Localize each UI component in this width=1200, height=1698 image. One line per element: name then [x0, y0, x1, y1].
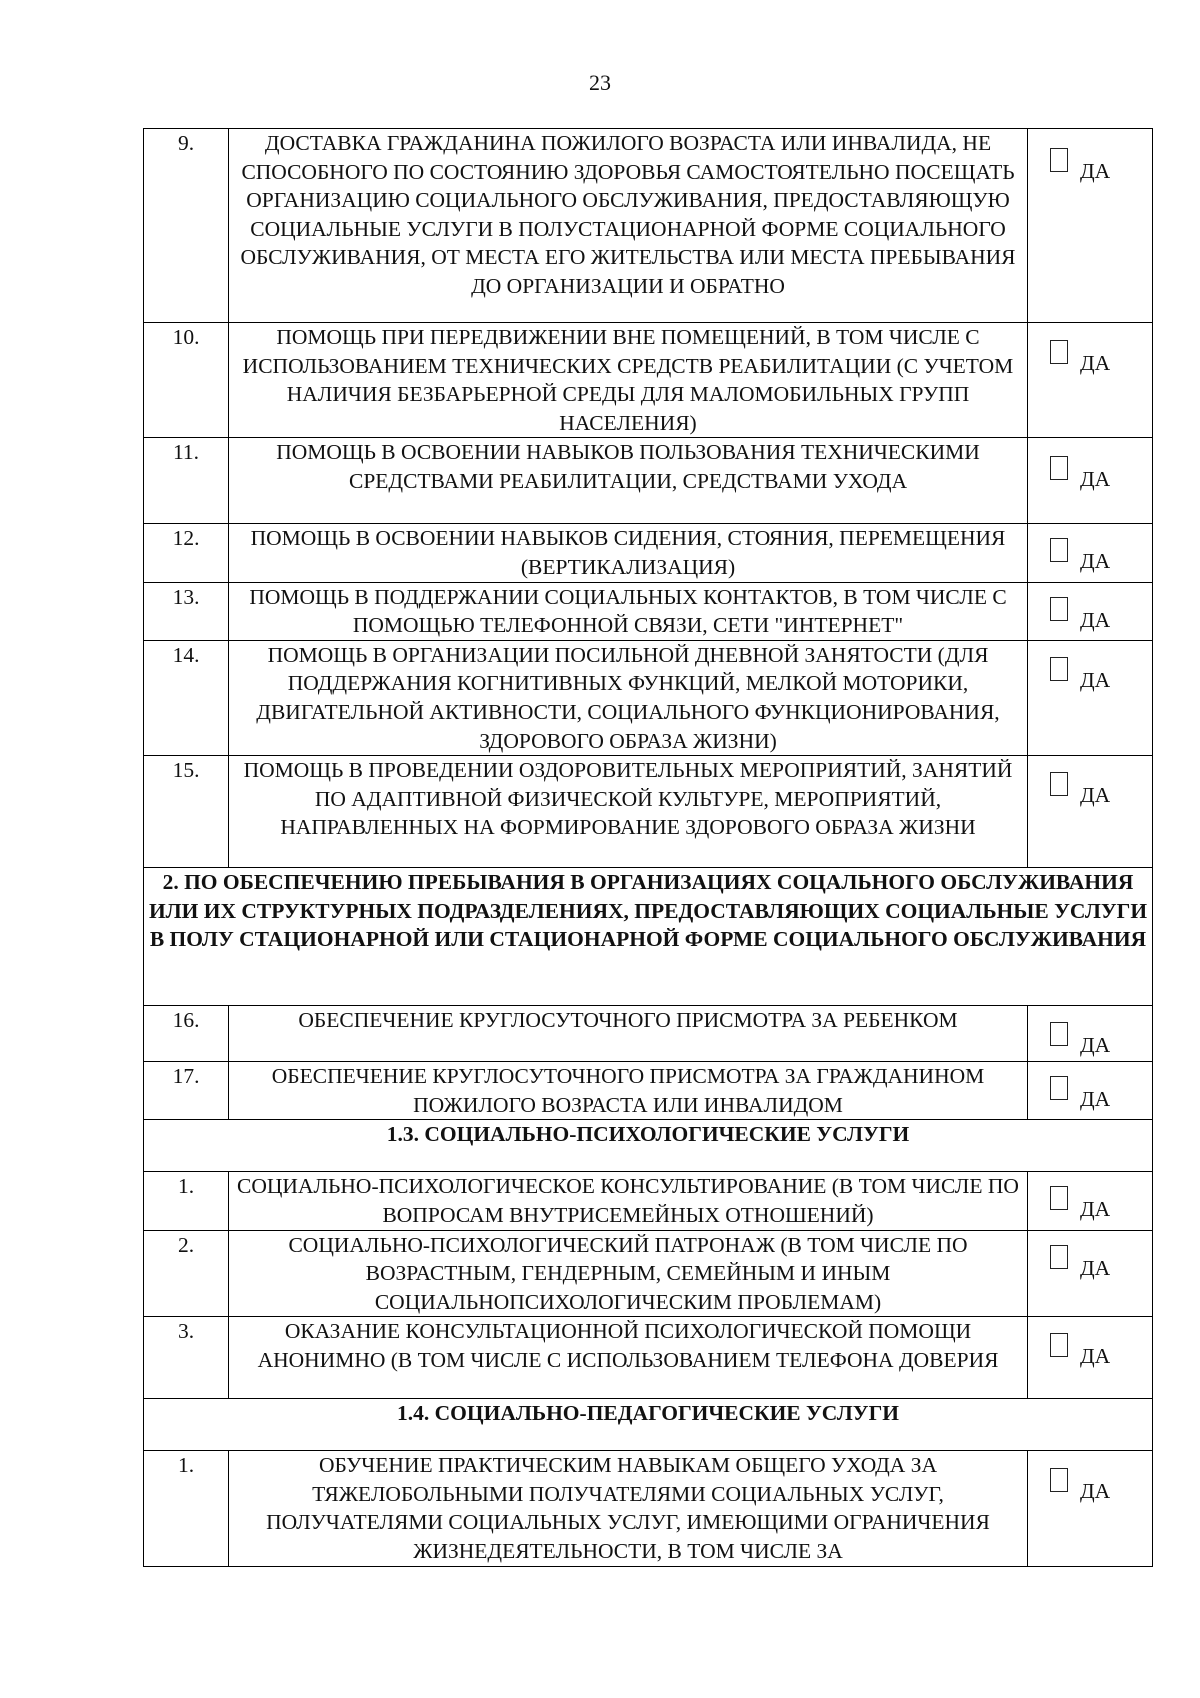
yes-label: ДА: [1080, 159, 1111, 183]
yes-option-cell: [1028, 1062, 1153, 1120]
yes-checkbox[interactable]: [1050, 148, 1068, 172]
yes-option-cell: [1028, 129, 1153, 323]
service-description: СОЦИАЛЬНО-ПСИХОЛОГИЧЕСКОЕ КОНСУЛЬТИРОВАНИЕ (В ТОМ ЧИСЛЕ ПО ВОПРОСАМ ВНУТРИСЕМЕЙНЫХ ОТНОШЕНИЙ): [229, 1172, 1028, 1230]
yes-label: ДА: [1080, 1479, 1111, 1504]
row-number: 1.: [144, 1172, 229, 1230]
yes-label: ДА: [1080, 467, 1111, 492]
yes-label: ДА: [1080, 351, 1111, 375]
services-table: [143, 128, 1153, 1567]
section-header-row: [144, 1120, 1153, 1172]
yes-label: ДА: [1080, 783, 1111, 808]
service-description: ПОМОЩЬ ПРИ ПЕРЕДВИЖЕНИИ ВНЕ ПОМЕЩЕНИЙ, В ТОМ ЧИСЛЕ С ИСПОЛЬЗОВАНИЕМ ТЕХНИЧЕСКИХ СРЕДСТВ РЕАБИЛИТАЦИИ (С УЧЕТОМ НАЛИЧИЯ БЕЗБАРЬЕРНОЙ СРЕДЫ ДЛЯ МАЛОМОБИЛЬНЫХ ГРУПП НАСЕЛЕНИЯ): [229, 323, 1028, 438]
yes-label: ДА: [1080, 607, 1111, 632]
yes-checkbox[interactable]: [1050, 772, 1068, 796]
yes-label: ДА: [1080, 1087, 1111, 1112]
row-number: 9.: [144, 129, 229, 323]
service-row: [144, 1172, 1153, 1230]
services-table-body: [144, 129, 1153, 1567]
service-row: [144, 1062, 1153, 1120]
service-description: ОКАЗАНИЕ КОНСУЛЬТАЦИОННОЙ ПСИХОЛОГИЧЕСКОЙ ПОМОЩИ АНОНИМНО (В ТОМ ЧИСЛЕ С ИСПОЛЬЗОВАНИЕМ ТЕЛЕФОНА ДОВЕРИЯ: [229, 1317, 1028, 1399]
yes-option-cell: [1028, 1172, 1153, 1230]
section-header: 1.3. СОЦИАЛЬНО-ПСИХОЛОГИЧЕСКИЕ УСЛУГИ: [144, 1120, 1153, 1172]
service-row: [144, 438, 1153, 524]
service-description: ПОМОЩЬ В ПОДДЕРЖАНИИ СОЦИАЛЬНЫХ КОНТАКТОВ, В ТОМ ЧИСЛЕ С ПОМОЩЬЮ ТЕЛЕФОННОЙ СВЯЗИ, СЕТИ "ИНТЕРНЕТ": [229, 582, 1028, 640]
yes-checkbox[interactable]: [1050, 597, 1068, 621]
service-row: [144, 640, 1153, 755]
service-description: ОБЕСПЕЧЕНИЕ КРУГЛОСУТОЧНОГО ПРИСМОТРА ЗА РЕБЕНКОМ: [229, 1006, 1028, 1062]
yes-option-cell: [1028, 1006, 1153, 1062]
service-row: [144, 129, 1153, 323]
service-row: [144, 323, 1153, 438]
row-number: 10.: [144, 323, 229, 438]
yes-option-cell: [1028, 1230, 1153, 1317]
service-row: [144, 756, 1153, 868]
yes-label: ДА: [1080, 1033, 1111, 1058]
yes-label: ДА: [1080, 1344, 1111, 1369]
row-number: 12.: [144, 524, 229, 582]
row-number: 1.: [144, 1451, 229, 1566]
yes-checkbox[interactable]: [1050, 538, 1068, 562]
yes-label: ДА: [1080, 667, 1111, 692]
yes-checkbox[interactable]: [1050, 1333, 1068, 1357]
service-description: СОЦИАЛЬНО-ПСИХОЛОГИЧЕСКИЙ ПАТРОНАЖ (В ТОМ ЧИСЛЕ ПО ВОЗРАСТНЫМ, ГЕНДЕРНЫМ, СЕМЕЙНЫМ И ИНЫМ СОЦИАЛЬНОПСИХОЛОГИЧЕСКИМ ПРОБЛЕМАМ): [229, 1230, 1028, 1317]
row-number: 11.: [144, 438, 229, 524]
row-number: 15.: [144, 756, 229, 868]
row-number: 3.: [144, 1317, 229, 1399]
service-row: [144, 1317, 1153, 1399]
yes-label: ДА: [1080, 1255, 1111, 1280]
yes-checkbox[interactable]: [1050, 1468, 1068, 1492]
row-number: 16.: [144, 1006, 229, 1062]
yes-checkbox[interactable]: [1050, 1186, 1068, 1210]
service-description: ОБУЧЕНИЕ ПРАКТИЧЕСКИМ НАВЫКАМ ОБЩЕГО УХОДА ЗА ТЯЖЕЛОБОЛЬНЫМИ ПОЛУЧАТЕЛЯМИ СОЦИАЛЬНЫХ УСЛУГ, ПОЛУЧАТЕЛЯМИ СОЦИАЛЬНЫХ УСЛУГ, ИМЕЮЩИМИ ОГРАНИЧЕНИЯ ЖИЗНЕДЕЯТЕЛЬНОСТИ, В ТОМ ЧИСЛЕ ЗА: [229, 1451, 1028, 1566]
section-header: 2. ПО ОБЕСПЕЧЕНИЮ ПРЕБЫВАНИЯ В ОРГАНИЗАЦИЯХ СОЦАЛЬНОГО ОБСЛУЖИВАНИЯ ИЛИ ИХ СТРУКТУРНЫХ ПОДРАЗДЕЛЕНИЯХ, ПРЕДОСТАВЛЯЮЩИХ СОЦИАЛЬНЫЕ УСЛУГИ В ПОЛУ СТАЦИОНАРНОЙ ИЛИ СТАЦИОНАРНОЙ ФОРМЕ СОЦИАЛЬНОГО ОБСЛУЖИВАНИЯ: [144, 868, 1153, 1006]
service-description: ПОМОЩЬ В ОСВОЕНИИ НАВЫКОВ СИДЕНИЯ, СТОЯНИЯ, ПЕРЕМЕЩЕНИЯ (ВЕРТИКАЛИЗАЦИЯ): [229, 524, 1028, 582]
service-description: ОБЕСПЕЧЕНИЕ КРУГЛОСУТОЧНОГО ПРИСМОТРА ЗА ГРАЖДАНИНОМ ПОЖИЛОГО ВОЗРАСТА ИЛИ ИНВАЛИДОМ: [229, 1062, 1028, 1120]
section-header-row: [144, 868, 1153, 1006]
yes-checkbox[interactable]: [1050, 1245, 1068, 1269]
service-description: ПОМОЩЬ В ПРОВЕДЕНИИ ОЗДОРОВИТЕЛЬНЫХ МЕРОПРИЯТИЙ, ЗАНЯТИЙ ПО АДАПТИВНОЙ ФИЗИЧЕСКОЙ КУЛЬТУРЕ, МЕРОПРИЯТИЙ, НАПРАВЛЕННЫХ НА ФОРМИРОВАНИЕ ЗДОРОВОГО ОБРАЗА ЖИЗНИ: [229, 756, 1028, 868]
yes-option-cell: [1028, 323, 1153, 438]
service-row: [144, 1451, 1153, 1566]
page-number: 23: [589, 70, 611, 95]
yes-option-cell: [1028, 1451, 1153, 1566]
yes-checkbox[interactable]: [1050, 1076, 1068, 1100]
yes-option-cell: [1028, 1317, 1153, 1399]
yes-label: ДА: [1080, 549, 1111, 574]
row-number: 17.: [144, 1062, 229, 1120]
service-description: ДОСТАВКА ГРАЖДАНИНА ПОЖИЛОГО ВОЗРАСТА ИЛИ ИНВАЛИДА, НЕ СПОСОБНОГО ПО СОСТОЯНИЮ ЗДОРОВЬЯ САМОСТОЯТЕЛЬНО ПОСЕЩАТЬ ОРГАНИЗАЦИЮ СОЦИАЛЬНОГО ОБСЛУЖИВАНИЯ, ПРЕДОСТАВЛЯЮЩУЮ СОЦИАЛЬНЫЕ УСЛУГИ В ПОЛУСТАЦИОНАРНОЙ ФОРМЕ СОЦИАЛЬНОГО ОБСЛУЖИВАНИЯ, ОТ МЕСТА ЕГО ЖИТЕЛЬСТВА ИЛИ МЕСТА ПРЕБЫВАНИЯ ДО ОРГАНИЗАЦИИ И ОБРАТНО: [229, 129, 1028, 323]
yes-option-cell: [1028, 524, 1153, 582]
yes-checkbox[interactable]: [1050, 456, 1068, 480]
yes-option-cell: [1028, 640, 1153, 755]
yes-option-cell: [1028, 438, 1153, 524]
yes-checkbox[interactable]: [1050, 657, 1068, 681]
service-row: [144, 582, 1153, 640]
row-number: 2.: [144, 1230, 229, 1317]
service-row: [144, 1230, 1153, 1317]
yes-label: ДА: [1080, 1197, 1111, 1222]
service-row: [144, 1006, 1153, 1062]
section-header-row: [144, 1399, 1153, 1451]
section-header: 1.4. СОЦИАЛЬНО-ПЕДАГОГИЧЕСКИЕ УСЛУГИ: [144, 1399, 1153, 1451]
service-row: [144, 524, 1153, 582]
yes-option-cell: [1028, 756, 1153, 868]
row-number: 13.: [144, 582, 229, 640]
yes-option-cell: [1028, 582, 1153, 640]
yes-checkbox[interactable]: [1050, 1022, 1068, 1046]
row-number: 14.: [144, 640, 229, 755]
yes-checkbox[interactable]: [1050, 340, 1068, 364]
service-description: ПОМОЩЬ В ОСВОЕНИИ НАВЫКОВ ПОЛЬЗОВАНИЯ ТЕХНИЧЕСКИМИ СРЕДСТВАМИ РЕАБИЛИТАЦИИ, СРЕДСТВАМИ УХОДА: [229, 438, 1028, 524]
service-description: ПОМОЩЬ В ОРГАНИЗАЦИИ ПОСИЛЬНОЙ ДНЕВНОЙ ЗАНЯТОСТИ (ДЛЯ ПОДДЕРЖАНИЯ КОГНИТИВНЫХ ФУНКЦИЙ, МЕЛКОЙ МОТОРИКИ, ДВИГАТЕЛЬНОЙ АКТИВНОСТИ, СОЦИАЛЬНОГО ФУНКЦИОНИРОВАНИЯ, ЗДОРОВОГО ОБРАЗА ЖИЗНИ): [229, 640, 1028, 755]
